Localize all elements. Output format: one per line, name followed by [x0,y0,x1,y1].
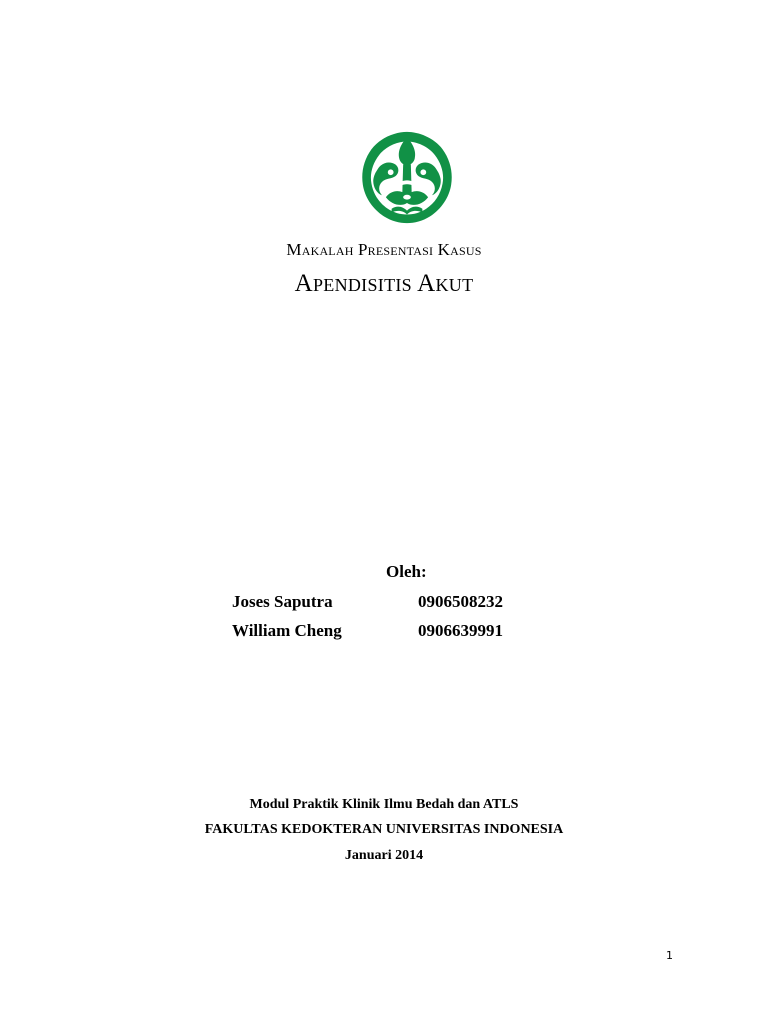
document-title: Apendisitis Akut [294,270,474,297]
author-name: William Cheng [232,621,342,640]
faculty-name: FAKULTAS KEDOKTERAN UNIVERSITAS INDONESIA [204,822,564,837]
author-id: 0906508232 [418,592,503,611]
module-name: Modul Praktik Klinik Ilmu Bedah dan ATLS [249,797,519,812]
authors-heading: Oleh: [386,562,427,581]
university-emblem-icon [359,130,455,226]
page-number: 1 [666,949,673,962]
author-id: 0906639991 [418,621,503,640]
author-name: Joses Saputra [232,592,333,611]
document-subtitle: Makalah Presentasi Kasus [286,240,482,259]
document-date: Januari 2014 [344,848,424,863]
